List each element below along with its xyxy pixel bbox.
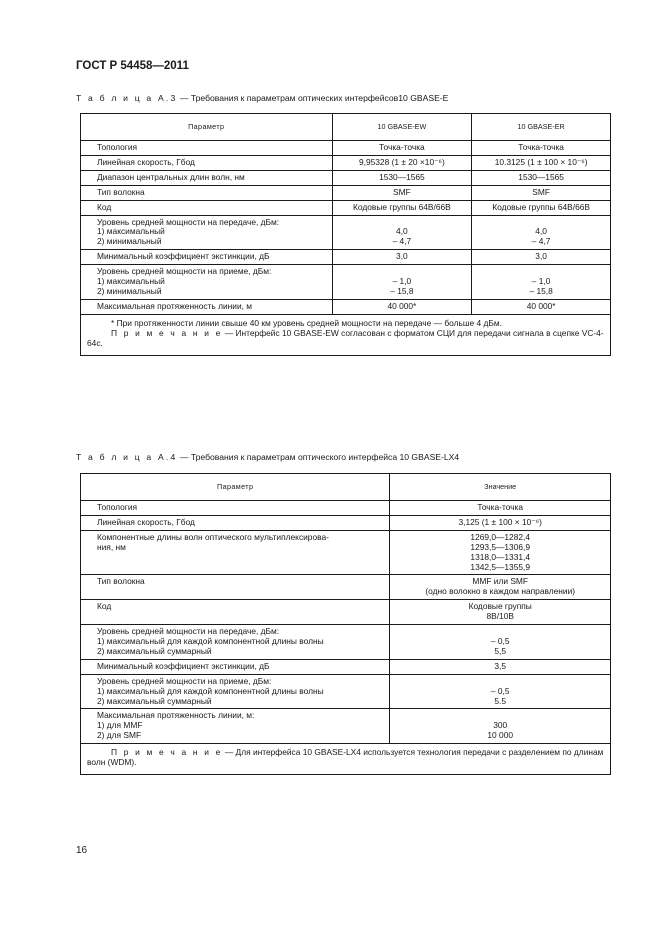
table-cell <box>390 659 611 674</box>
table-cell <box>81 709 390 744</box>
table-cell <box>332 200 472 215</box>
table-cell <box>472 200 611 215</box>
cell-line: Кодовые группы 64В/66В <box>353 201 451 212</box>
table-row <box>81 299 611 314</box>
column-header: Значение <box>390 474 611 501</box>
cell-line: Код <box>97 601 112 612</box>
table-row <box>81 674 611 709</box>
table-a4-caption-label: Т а б л и ц а А.4 <box>76 452 178 462</box>
table-cell <box>332 215 472 250</box>
table-row <box>81 141 611 156</box>
cell-line: 2) максимальный суммарный <box>97 645 212 656</box>
table-row <box>81 200 611 215</box>
cell-line: 9,95328 (1 ± 20 ×10⁻⁶) <box>358 156 445 167</box>
table-row <box>81 170 611 185</box>
cell-line: – 1,0 <box>531 276 551 287</box>
cell-line: – 4,7 <box>531 236 551 247</box>
table-a3-note <box>87 329 604 349</box>
page-number: 16 <box>76 845 88 856</box>
table-cell <box>472 155 611 170</box>
table-a3-notes <box>81 314 611 355</box>
table-cell <box>81 250 333 265</box>
cell-line: Точка-точка <box>518 142 564 152</box>
table-cell <box>472 141 611 156</box>
cell-line: 2) максимальный суммарный <box>97 695 212 706</box>
cell-line: 10 000 <box>487 730 514 741</box>
table-row <box>81 155 611 170</box>
cell-line: 1) максимальный <box>97 226 165 237</box>
table-row <box>81 659 611 674</box>
cell-line: 8В/10В <box>486 611 514 622</box>
table-row <box>81 215 611 250</box>
cell-line: 1342,5—1355,9 <box>470 561 531 572</box>
cell-line: Топология <box>97 502 138 512</box>
cell-line: 1318,0—1331,4 <box>470 551 531 562</box>
table-row <box>81 185 611 200</box>
column-header: 10 GBASE-ER <box>472 114 611 141</box>
table-a3-header-row <box>81 114 611 141</box>
table-row <box>81 501 611 516</box>
cell-line: Уровень средней мощности на передаче, дБм: <box>97 216 280 227</box>
cell-line: Кодовые группы 64В/66В <box>492 201 590 212</box>
table-a4-note <box>87 748 604 768</box>
cell-line: Уровень средней мощности на приеме, дБм: <box>97 266 272 277</box>
cell-line: – 0,5 <box>490 635 510 646</box>
table-cell <box>390 575 611 600</box>
cell-line: Топология <box>97 142 138 152</box>
cell-line: – 4,7 <box>392 236 412 247</box>
table-a3-notes-row <box>81 314 611 355</box>
cell-line: Минимальный коэффициент экстинкции, дБ <box>97 251 270 262</box>
cell-line: 40 000* <box>526 300 556 311</box>
cell-line: 3,5 <box>494 660 507 671</box>
cell-line: 3,125 (1 ± 100 × 10⁻⁶) <box>458 516 542 527</box>
note-text: — Интерфейс 10 GBASE-EW согласован с форматом СЦИ для передачи сигнала в сцепке VC-4-64с. <box>87 327 604 348</box>
cell-line: Уровень средней мощности на передаче, дБм: <box>97 626 280 637</box>
table-cell <box>390 709 611 744</box>
table-cell <box>390 501 611 516</box>
cell-line: ния, нм <box>97 541 126 552</box>
cell-line: 1) максимальный для каждой компонентной длины волны <box>97 685 324 696</box>
table-cell <box>81 299 333 314</box>
table-a3-caption-label: Т а б л и ц а А.3 <box>76 93 178 103</box>
table-cell <box>81 625 390 660</box>
cell-line: Тип волокна <box>97 576 145 587</box>
column-header: 10 GBASE-EW <box>332 114 472 141</box>
cell-line: Максимальная протяженность линии, м <box>97 300 253 311</box>
table-cell <box>81 674 390 709</box>
table-cell <box>81 185 333 200</box>
table-cell <box>81 155 333 170</box>
cell-line: – 1,0 <box>392 276 412 287</box>
cell-line: Точка-точка <box>379 142 425 152</box>
table-cell <box>472 215 611 250</box>
cell-line: 1269,0—1282,4 <box>470 531 531 542</box>
table-cell <box>332 250 472 265</box>
cell-line: 1) максимальный для каждой компонентной длины волны <box>97 635 324 646</box>
cell-line: Линейная скорость, Гбод <box>97 156 195 167</box>
table-cell <box>390 515 611 530</box>
table-a4-caption-text: — Требования к параметрам оптического интерфейса 10 GBASE-LX4 <box>177 452 460 462</box>
table-row <box>81 515 611 530</box>
table-cell <box>472 170 611 185</box>
table-cell <box>81 501 390 516</box>
cell-line: 300 <box>493 720 508 731</box>
table-cell <box>390 625 611 660</box>
column-header: Параметр <box>81 474 390 501</box>
cell-line: 3,0 <box>535 251 547 262</box>
cell-line: 1293,5—1306,9 <box>470 541 531 552</box>
cell-line: Минимальный коэффициент экстинкции, дБ <box>97 660 270 671</box>
table-cell <box>81 515 390 530</box>
table-a3-caption-text: — Требования к параметрам оптических интерфейсов10 GBASE-E <box>177 93 449 103</box>
table-a4-header-row <box>81 474 611 501</box>
table-cell <box>81 200 333 215</box>
cell-line: 4,0 <box>535 226 547 237</box>
table-a3-caption <box>76 93 448 103</box>
table-cell <box>332 265 472 300</box>
cell-line: 5,5 <box>494 645 507 656</box>
table-cell <box>472 250 611 265</box>
cell-line: – 15,8 <box>529 285 553 296</box>
table-cell <box>81 600 390 625</box>
table-row <box>81 709 611 744</box>
cell-line: Уровень средней мощности на приеме, дБм: <box>97 675 272 686</box>
table-cell <box>472 265 611 300</box>
cell-line: 1) для MMF <box>97 720 143 731</box>
cell-line: 2) для SMF <box>97 730 142 741</box>
table-cell <box>390 600 611 625</box>
table-row <box>81 530 611 575</box>
table-row <box>81 265 611 300</box>
cell-line: – 0,5 <box>490 685 510 696</box>
cell-line: SMF <box>532 186 550 197</box>
table-cell <box>81 575 390 600</box>
note-text: — Для интерфейса 10 GBASE-LX4 используется технология передачи с разделением по длинам волн (WDM). <box>87 747 604 768</box>
table-cell <box>332 185 472 200</box>
table-a4-caption <box>76 452 459 462</box>
table-a4-notes <box>81 744 611 775</box>
table-row <box>81 600 611 625</box>
cell-line: Диапазон центральных длин волн, нм <box>97 171 245 182</box>
table-a4-notes-row <box>81 744 611 775</box>
cell-line: 3,0 <box>396 251 408 262</box>
cell-line: 5.5 <box>494 695 507 706</box>
cell-line: SMF <box>393 186 411 197</box>
table-cell <box>81 659 390 674</box>
cell-line: 1530—1565 <box>379 171 425 182</box>
table-cell <box>472 299 611 314</box>
cell-line: Кодовые группы <box>468 601 532 612</box>
cell-line: 40 000* <box>387 300 417 311</box>
cell-line: 10.3125 (1 ± 100 × 10⁻⁶) <box>494 156 588 167</box>
cell-line: (одно волокно в каждом направлении) <box>425 586 576 597</box>
cell-line: 2) минимальный <box>97 285 162 296</box>
table-a3 <box>80 113 611 356</box>
note-label: П р и м е ч а н и е <box>111 747 223 758</box>
cell-line: Точка-точка <box>477 502 524 512</box>
table-cell <box>332 299 472 314</box>
cell-line: Код <box>97 201 112 212</box>
cell-line: 2) минимальный <box>97 236 162 247</box>
table-row <box>81 575 611 600</box>
table-cell <box>390 530 611 575</box>
cell-line: 4,0 <box>396 226 408 237</box>
cell-line: Тип волокна <box>97 186 145 197</box>
cell-line: 1530—1565 <box>518 171 564 182</box>
table-row <box>81 625 611 660</box>
cell-line: Компонентные длины волн оптического мультиплексирова- <box>97 531 329 542</box>
cell-line: Максимальная протяженность линии, м: <box>97 710 255 721</box>
table-cell <box>332 141 472 156</box>
table-a4 <box>80 473 611 775</box>
table-cell <box>332 170 472 185</box>
table-cell <box>390 674 611 709</box>
cell-line: – 15,8 <box>390 285 414 296</box>
table-cell <box>472 185 611 200</box>
cell-line: MMF или SMF <box>472 576 529 587</box>
cell-line: 1) максимальный <box>97 276 165 287</box>
table-cell <box>81 215 333 250</box>
document-code: ГОСТ Р 54458—2011 <box>76 60 189 72</box>
table-a3-footnote: * При протяженности линии свыше 40 км уровень средней мощности на передаче — больше 4 дБм. <box>111 317 502 328</box>
column-header: Параметр <box>81 114 333 141</box>
table-cell <box>81 170 333 185</box>
table-cell <box>332 155 472 170</box>
table-cell <box>81 530 390 575</box>
cell-line: Линейная скорость, Гбод <box>97 516 195 527</box>
table-row <box>81 250 611 265</box>
table-cell <box>81 265 333 300</box>
table-cell <box>81 141 333 156</box>
note-label: П р и м е ч а н и е <box>111 327 223 338</box>
